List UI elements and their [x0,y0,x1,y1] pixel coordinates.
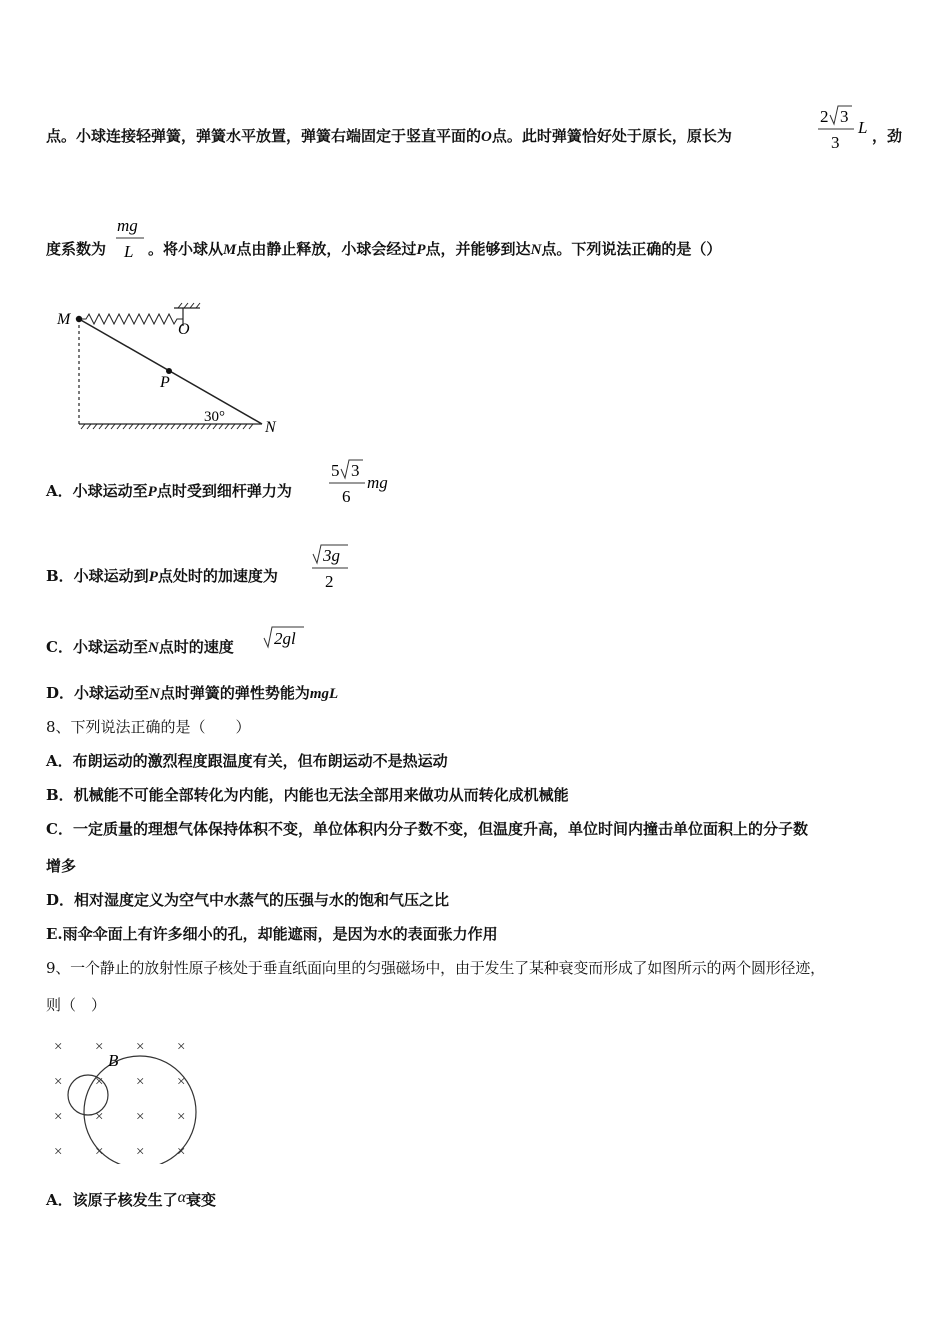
spring-icon [79,314,183,324]
q7-stem-text: ，劲 [872,127,903,145]
sqrt-formula [262,622,312,654]
field-cross-icon: × [95,1039,104,1055]
q9-option-a [46,1188,216,1210]
point-n-label: N [530,242,542,258]
option-text: 点处时的加速度为 [157,567,278,585]
field-cross-icon: × [136,1144,145,1160]
frac-den: 6 [342,487,351,506]
point-label: N [149,686,160,702]
q7-stem-text: 点，并能够到达 [425,240,531,258]
option-b-formula [310,540,360,600]
option-a-formula [327,455,397,515]
point-label: N [147,640,159,656]
option-label: A．小球运动至 [46,482,148,500]
field-cross-icon: × [95,1074,104,1090]
field-cross-icon: × [177,1074,186,1090]
field-cross-icon: × [136,1074,145,1090]
field-cross-icon: × [177,1144,186,1160]
point-label: P [148,569,158,585]
field-cross-icon: × [54,1144,63,1160]
q8-option-a: A．布朗运动的激烈程度跟温度有关，但布朗运动不是热运动 [46,752,448,770]
point-o-label: O [481,129,492,145]
frac-tail: L [858,118,868,137]
fraction-formula [310,540,360,596]
option-text: A．该原子核发生了 [46,1191,178,1209]
q8-option-b: B．机械能不可能全部转化为内能，内能也无法全部用来做功从而转化成机械能 [46,786,569,804]
q9-title-line1: 9、一个静止的放射性原子核处于垂直纸面向里的匀强磁场中，由于发生了某种衰变而形成了如图所示的两个圆形径迹， [46,959,825,977]
frac-sqrt: 3 [351,461,360,480]
fraction-formula [327,455,397,511]
q9-title-line2: 则（ ） [46,996,107,1014]
point-m-label: M [223,242,237,258]
option-text: 点时的速度 [158,638,234,656]
sqrt-content: 2gl [274,629,296,648]
field-cross-icon: × [54,1074,63,1090]
q8-option-e: E.雨伞伞面上有许多细小的孔，却能遮雨，是因为水的表面张力作用 [46,925,498,943]
fraction-formula [816,100,876,156]
field-cross-icon: × [95,1109,104,1125]
field-cross-icon: × [54,1109,63,1125]
label-b: B [108,1051,119,1070]
option-label: B．小球运动到 [46,567,149,585]
q7-stem-text: 。将小球从 [148,240,224,258]
q7-stem-text: 点由静止释放，小球会经过 [236,240,417,258]
label-n: N [265,419,276,436]
frac-den: 3 [831,133,840,152]
point-m-dot [76,316,82,322]
field-cross-icon: × [95,1144,104,1160]
frac-sqrt: 3g [323,546,340,565]
frac-den: L [124,242,134,261]
alpha-symbol: α [177,1189,187,1206]
q7-option-d [46,683,338,704]
frac-num: mg [117,216,138,235]
support-hatch [178,303,200,308]
stiffness-fraction [114,214,148,268]
q7-option-a [46,481,292,502]
option-text: 点时弹簧的弹性势能为 [159,684,310,702]
frac-tail: mg [367,473,388,492]
q7-option-b [46,566,278,587]
field-cross-icon: × [54,1039,63,1055]
q7-stem-text: 点。小球连接轻弹簧，弹簧水平放置，弹簧右端固定于竖直平面的 [46,127,482,145]
q8-option-c-line1: C．一定质量的理想气体保持体积不变，单位体积内分子数不变，但温度升高，单位时间内撞击单位面积上的分子数 [46,820,808,838]
option-value: mgL [309,686,339,702]
angle-label: 30° [204,409,225,425]
frac-coef: 2 [820,107,829,126]
ground-hatch [81,424,253,429]
option-c-formula [262,622,312,658]
q9-figure [46,1030,206,1168]
fraction-formula [114,214,148,264]
label-m: M [57,311,71,328]
label-p: P [160,374,170,391]
frac-den: 2 [325,572,334,591]
frac-coef: 5 [331,461,340,480]
field-cross-icon: × [136,1109,145,1125]
q7-stem-line-2b [148,239,721,260]
q7-option-c [46,637,234,658]
label-o: O [178,321,190,338]
incline-spring-diagram [50,298,290,440]
option-label: C．小球运动至 [46,638,148,656]
q7-figure [50,298,290,444]
q8-option-d: D．相对湿度定义为空气中水蒸气的压强与水的饱和气压之比 [46,891,450,909]
q7-stem-text: 点。此时弹簧恰好处于原长，原长为 [491,127,732,145]
q7-stem-line-1-end [872,126,902,146]
point-label: P [147,484,157,500]
magnetic-field-diagram [46,1030,206,1164]
q7-stem-text: 度系数为 [46,240,107,258]
option-text: 衰变 [186,1191,217,1209]
q7-stem-line-2a [46,239,106,259]
frac-sqrt: 3 [840,107,849,126]
q7-stem-text: 点。下列说法正确的是（） [541,240,722,258]
field-cross-icon: × [177,1109,186,1125]
option-label: D．小球运动至 [46,684,150,702]
point-p-label: P [416,242,426,258]
q7-stem-line-1 [46,126,732,147]
q8-option-c-line2: 增多 [46,857,77,875]
field-cross-icon: × [177,1039,186,1055]
option-text: 点时受到细杆弹力为 [156,482,292,500]
field-cross-icon: × [136,1039,145,1055]
length-fraction [816,100,876,160]
q8-title: 8、下列说法正确的是（ ） [46,718,251,736]
